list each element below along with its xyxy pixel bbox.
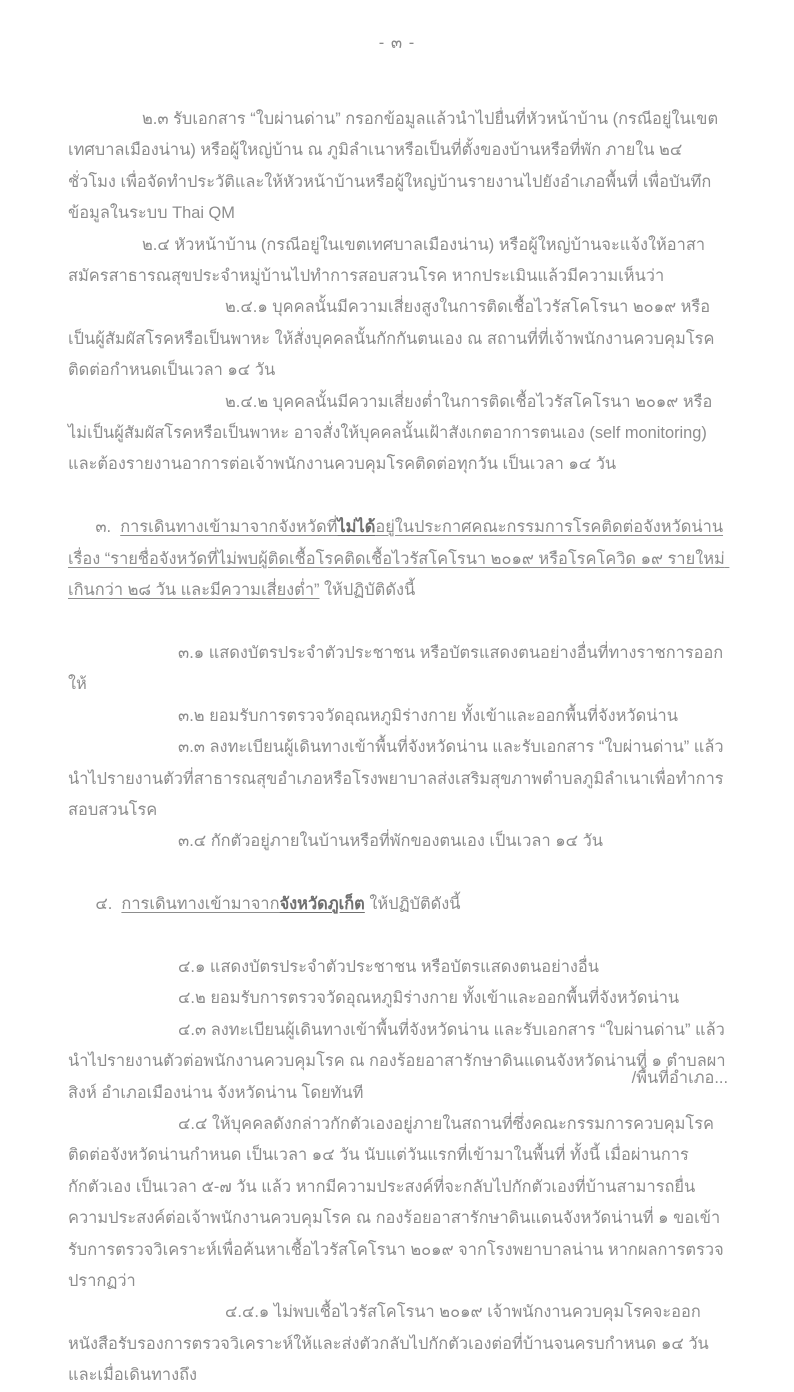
segment-bold-phuket: จังหวัดภูเก็ต [279,895,365,914]
segment-underlined-rest: อยู่ในประกาศคณะกรรมการโรคติดต่อจังหวัดน่านเรื่อง “รายชื่อจังหวัดที่ไม่พบผู้ติดเชื้อโรคติดเชื้อไวรัสโคโรนา ๒๐๑๙ หรือโรคโควิด ๑๙ รายใหม่ เกินกว่า ๒๘ วัน และมีความเสี่ยงต่ำ” [68,518,730,600]
page-footer-note: /พื้นที่อำเภอ... [631,1069,728,1087]
document-body [68,104,728,1392]
segment-number: ๓. [95,518,121,537]
segment-tail: ให้ปฏิบัติดังนี้ [364,895,461,914]
paragraph-item-4-4: ๔.๔ ให้บุคคลดังกล่าวกักตัวเองอยู่ภายในสถานที่ซึ่งคณะกรรมการควบคุมโรคติดต่อจังหวัดน่านกำหนด เป็นเวลา ๑๔ วัน นับแต่วันแรกที่เข้ามาในพื้นที่ ทั้งนี้ เมื่อผ่านการกักตัวเอง เป็นเวลา ๕-๗ วัน แล้ว หากมีความประสงค์ที่จะกลับไปกักตัวเองที่บ้านสามารถยื่นความประสงค์ต่อเจ้าพนักงานควบคุมโรค ณ กองร้อยอาสารักษาดินแดนจังหวัดน่านที่ ๑ ขอเข้ารับการตรวจวิเคราะห์เพื่อค้นหาเชื้อไวรัสโคโรนา ๒๐๑๙ จากโรงพยาบาลน่าน หากผลการตรวจปรากฏว่า [68,1115,724,1291]
segment-underlined-lead: การเดินทางเข้ามาจาก [121,895,280,914]
paragraph-item-4-2: ๔.๒ ยอมรับการตรวจวัดอุณหภูมิร่างกาย ทั้งเข้าและออกพื้นที่จังหวัดน่าน [178,989,680,1008]
segment-number: ๔. [95,895,122,914]
paragraph-item-2-4-1: ๒.๔.๑ บุคคลนั้นมีความเสี่ยงสูงในการติดเชื้อไวรัสโคโรนา ๒๐๑๙ หรือเป็นผู้สัมผัสโรคหรือเป็นพาหะ ให้สั่งบุคคลนั้นกักกันตนเอง ณ สถานที่ที่เจ้าพนักงานควบคุมโรคติดต่อกำหนดเป็นเวลา ๑๔ วัน [68,298,715,380]
paragraph-item-4-4-1: ๔.๔.๑ ไม่พบเชื้อไวรัสโคโรนา ๒๐๑๙ เจ้าพนักงานควบคุมโรคจะออกหนังสือรับรองการตรวจวิเคราะห์ให้และส่งตัวกลับไปกักตัวเองต่อที่บ้านจนครบกำหนด ๑๔ วัน และเมื่อเดินทางถึง [68,1303,714,1385]
paragraph-item-4-heading [68,858,728,952]
segment-bold-not: ไม่ได้ [337,518,376,537]
paragraph-item-4-1: ๔.๑ แสดงบัตรประจำตัวประชาชน หรือบัตรแสดงตนอย่างอื่น [178,957,599,976]
paragraph-item-3-3: ๓.๓ ลงทะเบียนผู้เดินทางเข้าพื้นที่จังหวัดน่าน และรับเอกสาร “ใบผ่านด่าน” แล้วนำไปรายงานตัวที่สาธารณสุขอำเภอหรือโรงพยาบาลส่งเสริมสุขภาพตำบลภูมิลำเนาเพื่อทำการสอบสวนโรค [68,738,724,819]
paragraph-item-4-3: ๔.๓ ลงทะเบียนผู้เดินทางเข้าพื้นที่จังหวัดน่าน และรับเอกสาร “ใบผ่านด่าน” แล้วนำไปรายงานตัวต่อพนักงานควบคุมโรค ณ กองร้อยอาสารักษาดินแดนจังหวัดน่านที่ ๑ ตำบลผาสิงห์ อำเภอเมืองน่าน จังหวัดน่าน โดยทันที [68,1020,726,1102]
page-number-header: - ๓ - [378,34,416,52]
paragraph-item-3-2: ๓.๒ ยอมรับการตรวจวัดอุณหภูมิร่างกาย ทั้งเข้าและออกพื้นที่จังหวัดน่าน [178,706,678,725]
segment-underlined-lead: การเดินทางเข้ามาจากจังหวัดที่ [120,518,338,537]
paragraph-item-3-1: ๓.๑ แสดงบัตรประจำตัวประชาชน หรือบัตรแสดงตนอย่างอื่นที่ทางราชการออกให้ [68,643,724,694]
paragraph-item-3-4: ๓.๔ กักตัวอยู่ภายในบ้านหรือที่พักของตนเอง เป็นเวลา ๑๔ วัน [178,832,603,851]
paragraph-item-2-4-2: ๒.๔.๒ บุคคลนั้นมีความเสี่ยงต่ำในการติดเชื้อไวรัสโคโรนา ๒๐๑๙ หรือไม่เป็นผู้สัมผัสโรคหรือเป็นพาหะ อาจสั่งให้บุคคลนั้นเฝ้าสังเกตอาการตนเอง (self monitoring) และต้องรายงานอาการต่อเจ้าพนักงานควบคุมโรคติดต่อทุกวัน เป็นเวลา ๑๔ วัน [68,392,713,474]
paragraph-item-2-3: ๒.๓ รับเอกสาร “ใบผ่านด่าน” กรอกข้อมูลแล้วนำไปยื่นที่หัวหน้าบ้าน (กรณีอยู่ในเขตเทศบาลเมืองน่าน) หรือผู้ใหญ่บ้าน ณ ภูมิลำเนาหรือเป็นที่ตั้งของบ้านหรือที่พัก ภายใน ๒๔ ชั่วโมง เพื่อจัดทำประวัติและให้หัวหน้าบ้านหรือผู้ใหญ่บ้านรายงานไปยังอำเภอพื้นที่ เพื่อบันทึกข้อมูลในระบบ Thai QM [68,110,719,223]
segment-tail: ให้ปฏิบัติดังนี้ [319,581,416,600]
paragraph-item-2-4: ๒.๔ หัวหน้าบ้าน (กรณีอยู่ในเขตเทศบาลเมืองน่าน) หรือผู้ใหญ่บ้านจะแจ้งให้อาสาสมัครสาธารณสุขประจำหมู่บ้านไปทำการสอบสวนโรค หากประเมินแล้วมีความเห็นว่า [68,235,706,286]
paragraph-item-3-heading [68,481,728,638]
